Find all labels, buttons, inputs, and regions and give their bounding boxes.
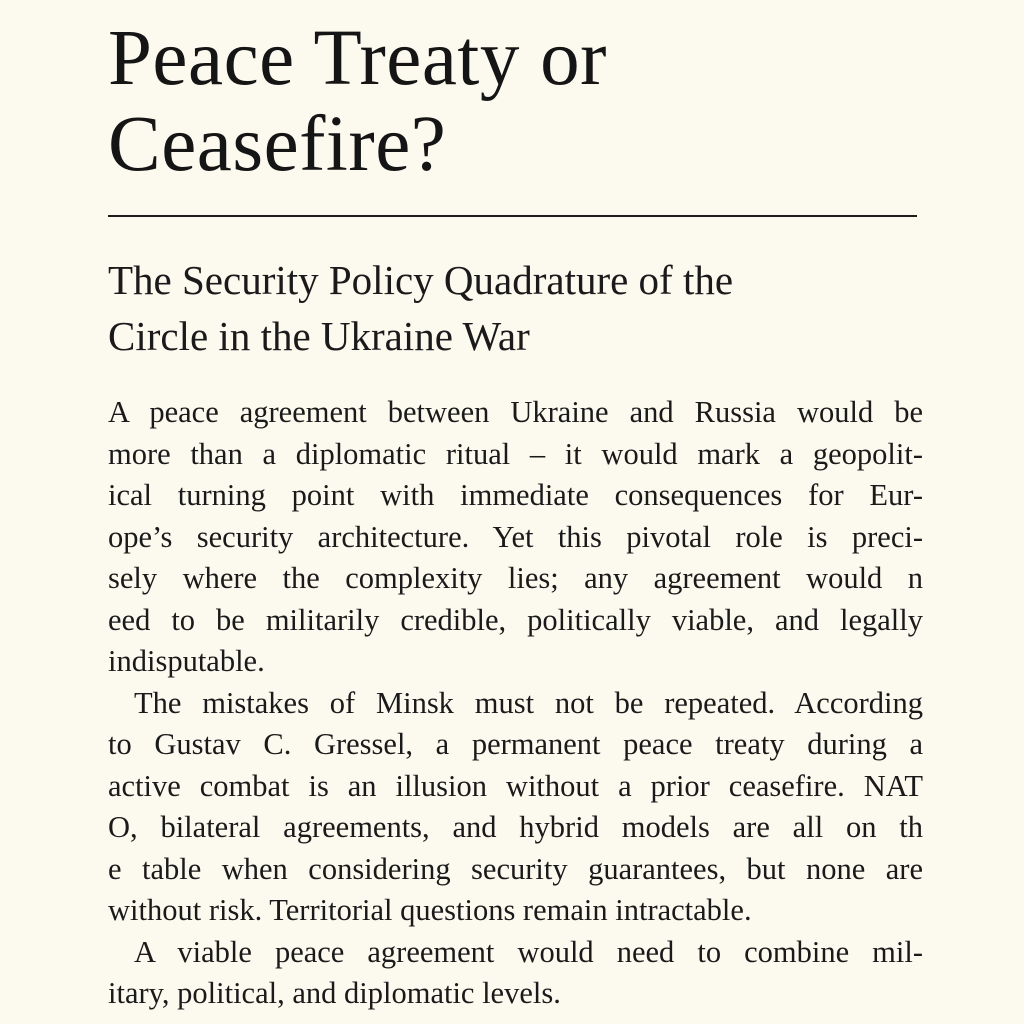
text-line: active combat is an illusion without a prior ceasefire. NAT [108,768,923,803]
paragraph-2 [108,683,923,932]
text-line: A viable peace agreement would need to combine mil- [134,934,923,969]
text-line: sely where the complexity lies; any agreement would n [108,561,923,595]
page-title [108,16,928,188]
subtitle-line: Circle in the Ukraine War [108,313,530,359]
text-line: The mistakes of Minsk must not be repeated. According [134,685,923,720]
text-line: A peace agreement between Ukraine and Russia would be [108,395,923,429]
text-line: more than a diplomatic ritual – it would mark a geopolit- [108,436,923,471]
paragraph-1 [108,392,923,683]
subtitle-line: The Security Policy Quadrature of the [108,257,734,303]
text-line: itary, political, and diplomatic levels. [108,976,561,1010]
text-line: indisputable. [108,644,265,678]
text-line: without risk. Territorial questions remain intractable. [108,893,752,927]
text-line: to Gustav C. Gressel, a permanent peace treaty during a [108,727,923,761]
text-line: ope’s security architecture. Yet this pivotal role is preci- [108,519,923,554]
text-line: eed to be militarily credible, politically viable, and legally [108,602,923,637]
title-line: Ceasefire? [108,101,447,188]
subtitle [108,252,908,364]
article-body [108,392,923,1015]
paragraph-3 [108,932,923,1015]
text-line: ical turning point with immediate consequences for Eur- [108,478,923,512]
title-divider [108,215,917,217]
text-line: e table when considering security guarantees, but none are [108,851,923,886]
title-line: Peace Treaty or [108,15,607,102]
text-line: O, bilateral agreements, and hybrid models are all on th [108,810,923,844]
